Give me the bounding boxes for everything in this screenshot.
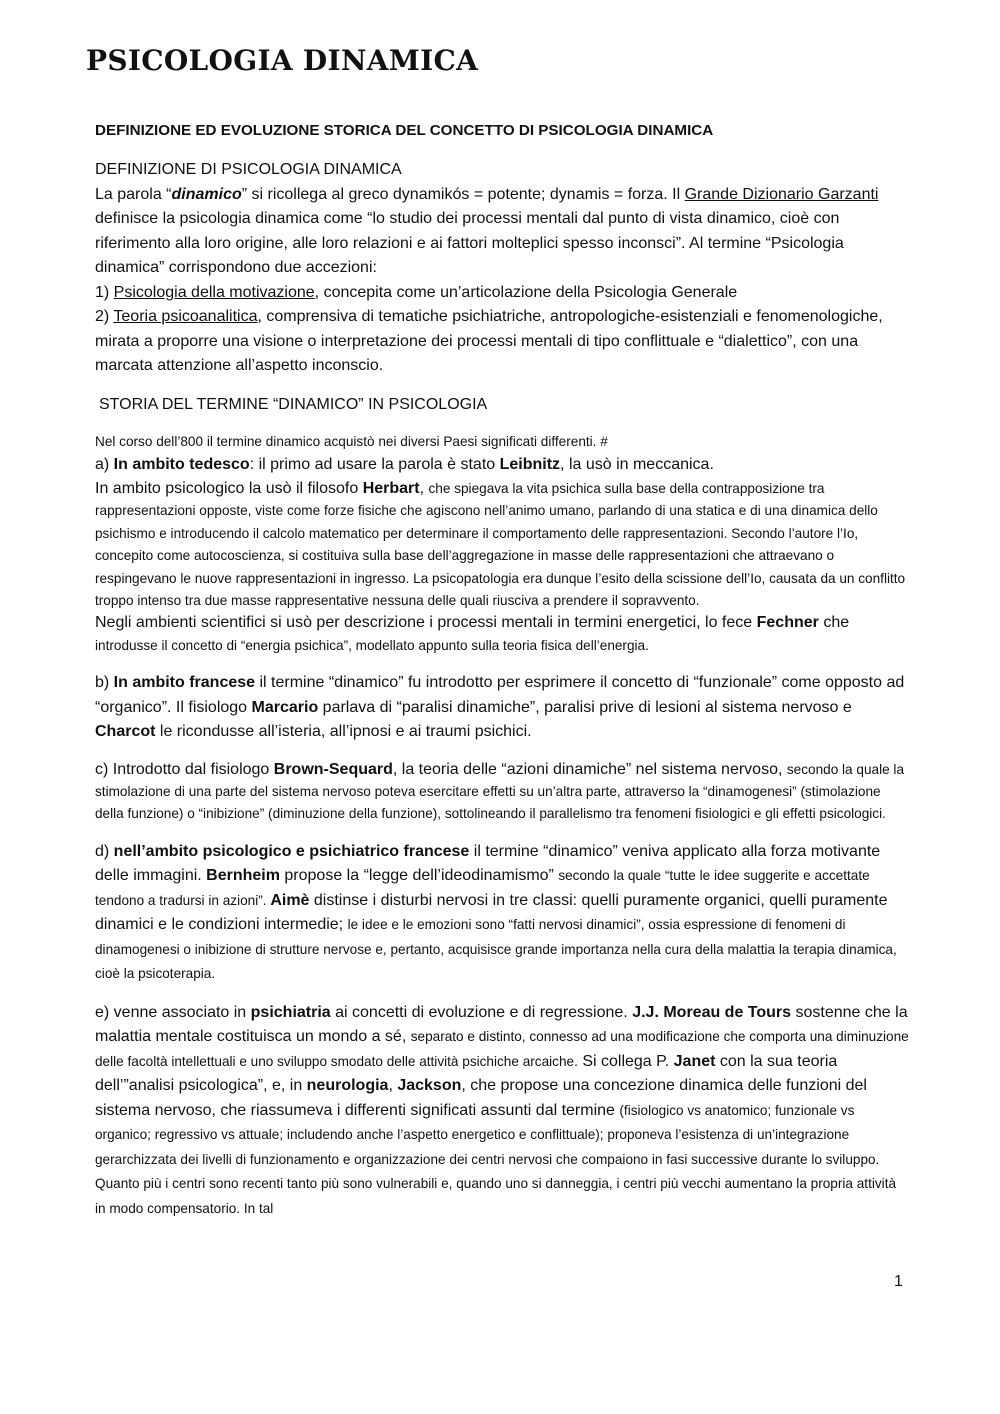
section-heading: DEFINIZIONE ED EVOLUZIONE STORICA DEL CONCETTO DI PSICOLOGIA DINAMICA xyxy=(95,122,714,139)
definition-paragraph: La parola “dinamico” si ricollega al greco dynamikós = potente; dynamis = forza. Il Grande Dizionario Garzanti definisce la psicologia dinamica come “lo studio dei processi mentali dal punto di vista dinamico, cioè con riferimento alla loro origine, alle loro relazioni e ai fattori molteplici spesso inconsci”. Al termine “Psicologia dinamica” corrispondono due accezioni: xyxy=(95,185,879,276)
definition-heading: DEFINIZIONE DI PSICOLOGIA DINAMICA xyxy=(95,161,402,178)
history-item-b: b) In ambito francese il termine “dinamico” fu introdotto per esprimere il concetto di “funzionale” come opposto ad “organico”. Il fisiologo Marcario parlava di “paralisi dinamiche”, paralisi prive di lesioni al sistema nervoso e Charcot le ricondusse all’isteria, all’ipnosi e ai traumi psichici. xyxy=(95,674,905,741)
history-item-d: d) nell’ambito psicologico e psichiatrico francese il termine “dinamico” veniva applicato alla forza motivante delle immagini. Bernheim propose la “legge dell’ideodinamismo” secondo la quale “tutte le idee suggerite e accettate tendono a tradursi in azioni”. Aimè distinse i disturbi nervosi in tre classi: quelli puramente organici, quelli puramente dinamici e le condizioni intermedie; le idee e le emozioni sono “fatti nervosi dinamici”, ossia espressione di fenomeni di dinamogenesi o inibizione di strutture nervose e, pertanto, acquisisce grande importanza nella cura della malattia la terapia dinamica, cioè la psicoterapia. xyxy=(95,842,897,982)
fechner-paragraph: Negli ambienti scientifici si usò per descrizione i processi mentali in termini energetici, lo fece Fechner che introdusse il concetto di “energia psichica”, modellato appunto sulla teoria fisica dell’energia. xyxy=(95,614,850,653)
history-item-c: c) Introdotto dal fisiologo Brown-Sequard, la teoria delle “azioni dinamiche” nel sistema nervoso, secondo la quale la stimolazione di una parte del sistema nervoso poteva esercitare effetti su un’altra parte, attraverso la “dinamogenesi” (stimolazione della funzione) o “inibizione” (diminuzione della funzione), sottolineando il parallelismo tra fenomeni fisiologici e gli effetti psicologici. xyxy=(95,760,905,822)
herbart-paragraph: In ambito psicologico la usò il filosofo Herbart, che spiegava la vita psichica sulla base della contrapposizione tra rappresentazioni opposte, viste come forze fisiche che agiscono nell’animo umano, parlando di una statica e di una dinamica dello psichismo e introducendo il calcolo matematico per determinare il comportamento delle rappresentazioni. Secondo l’autore l’Io, concepito come autocoscienza, si costituiva sulla base dell’aggregazione in masse delle rappresentazioni che attraevano o respingevano le nuove rappresentazioni in ingresso. La psicopatologia era dunque l’esito della scissione dell’Io, causata da un conflitto troppo intenso tra due masse rappresentative nessuna delle quali riusciva a prendere il sopravvento. xyxy=(95,479,906,608)
document-title: PSICOLOGIA DINAMICA xyxy=(86,44,479,77)
history-item-a: a) In ambito tedesco: il primo ad usare la parola è stato Leibnitz, la usò in meccanica. xyxy=(95,456,714,474)
history-heading: STORIA DEL TERMINE “DINAMICO” IN PSICOLOGIA xyxy=(99,395,488,413)
history-item-e: e) venne associato in psichiatria ai concetti di evoluzione e di regressione. J.J. Moreau de Tours sostenne che la malattia mentale costituisca un mondo a sé, separato e distinto, connesso ad una modificazione che comporta una diminuzione delle facoltà intellettuali e uno sviluppo smodato delle attività psichiche arcaiche. Si collega P. Janet con la sua teoria dell’”analisi psicologica”, e, in neurologia, Jackson, che propose una concezione dinamica delle funzioni del sistema nervoso, che riassumeva i differenti significati assunti dal termine (fisiologico vs anatomico; funzionale vs organico; regressivo vs attuale; includendo anche l’aspetto energetico e conflittuale); proponeva l’esistenza di un’integrazione gerarchizzata dei livelli di funzionamento e organizzazione dei centri nervosi che compaiono in fasi successive durante lo sviluppo. Quanto più i centri sono recenti tanto più sono vulnerabili e, quando uno si danneggia, i centri più vecchi aumentano la propria attività in modo compensatorio. In tal xyxy=(95,1003,909,1216)
document-body xyxy=(95,158,910,1221)
definition-item-1: 1) Psicologia della motivazione, concepita come un’articolazione della Psicologia Generale xyxy=(95,283,738,301)
page-number: 1 xyxy=(894,1273,903,1290)
definition-item-2: 2) Teoria psicoanalitica, comprensiva di tematiche psichiatriche, antropologiche-esistenziali e fenomenologiche, mirata a proporre una visione o interpretazione dei processi mentali di tipo conflittuale e “dialettico”, con una marcata attenzione all’aspetto inconscio. xyxy=(95,308,883,374)
garzanti-reference: Grande Dizionario Garzanti xyxy=(684,185,879,203)
history-intro: Nel corso dell’800 il termine dinamico acquistò nei diversi Paesi significati differenti. # xyxy=(95,434,608,449)
